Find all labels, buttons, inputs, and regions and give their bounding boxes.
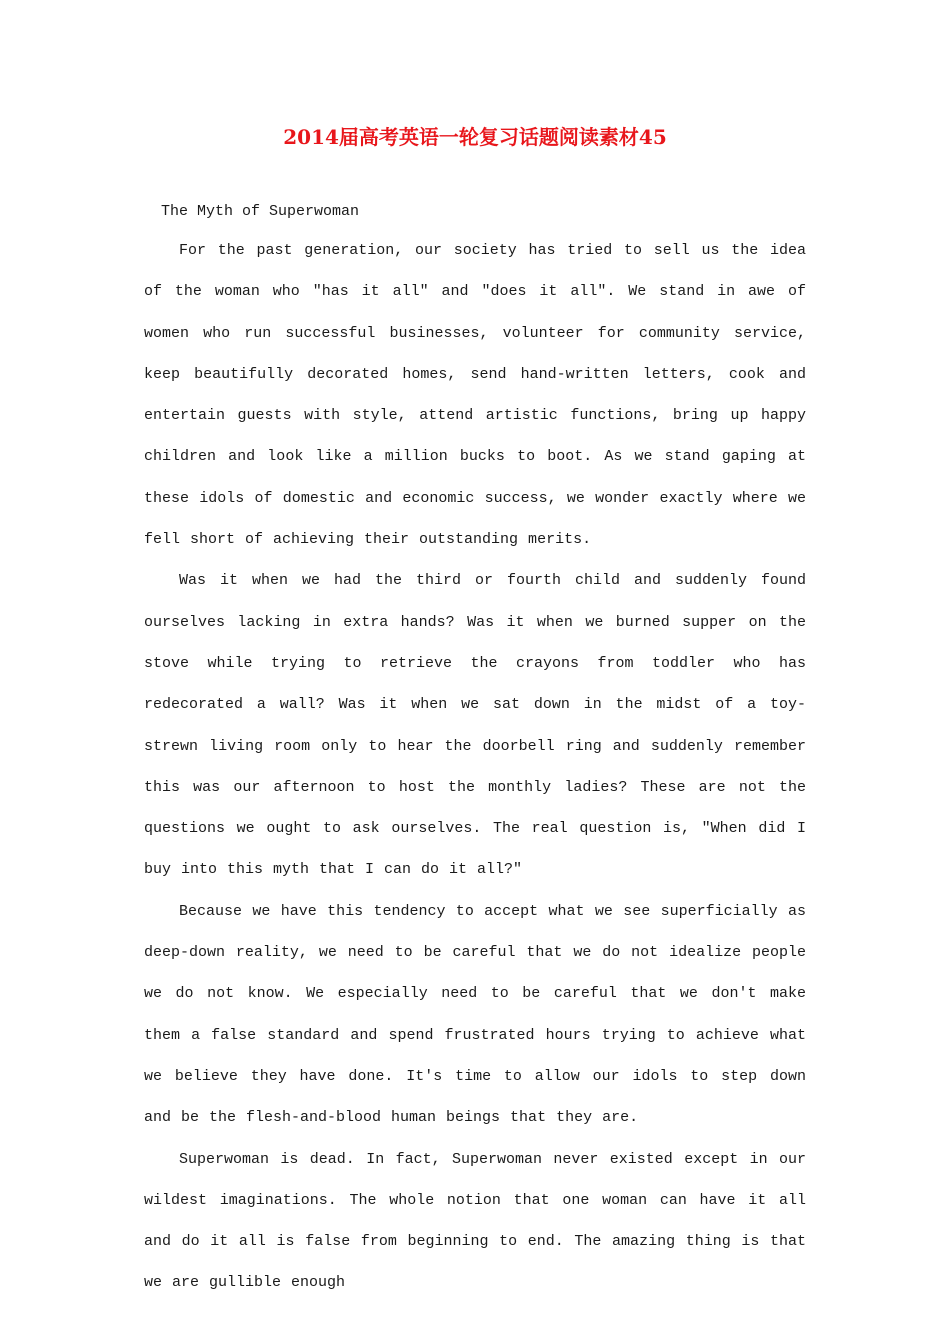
paragraph-3: Because we have this tendency to accept what we see superficially as deep-down reality, we need to be careful that we do not idealize people we do not know. We especially need to be careful that we don't make them a false standard and spend frustrated hours trying to achieve what we believe they have done. It's time to allow our idols to step down and be the flesh-and-blood human beings that they are. — [144, 902, 806, 1127]
paragraph-1: For the past generation, our society has tried to sell us the idea of the woman who "has it all" and "does it all". We stand in awe of women who run successful businesses, volunteer for community service, keep beautifully decorated homes, send hand-written letters, cook and entertain guests with style, attend artistic functions, bring up happy children and look like a million bucks to boot. As we stand gaping at these idols of domestic and economic success, we wonder exactly where we fell short of achieving their outstanding merits. — [144, 242, 806, 549]
paragraph-2: Was it when we had the third or fourth child and suddenly found ourselves lacking in extra hands? Was it when we burned supper on the stove while trying to retrieve the crayons from toddler who has redecorated a wall? Was it when we sat down in the midst of a toy-strewn living room only to hear the doorbell ring and suddenly remember this was our afternoon to host the monthly ladies? These are not the questions we ought to ask ourselves. The real question is, "When did I buy into this myth that I can do it all?" — [144, 572, 806, 879]
article-subtitle: The Myth of Superwoman — [161, 203, 360, 220]
document-title: 2014届高考英语一轮复习话题阅读素材45 — [283, 125, 667, 149]
paragraph-4: Superwoman is dead. In fact, Superwoman never existed except in our wildest imaginations. The whole notion that one woman can have it all and do it all is false from beginning to end. The amazing thing is that we are gullible enough — [144, 1150, 806, 1292]
document-body — [144, 194, 806, 1304]
